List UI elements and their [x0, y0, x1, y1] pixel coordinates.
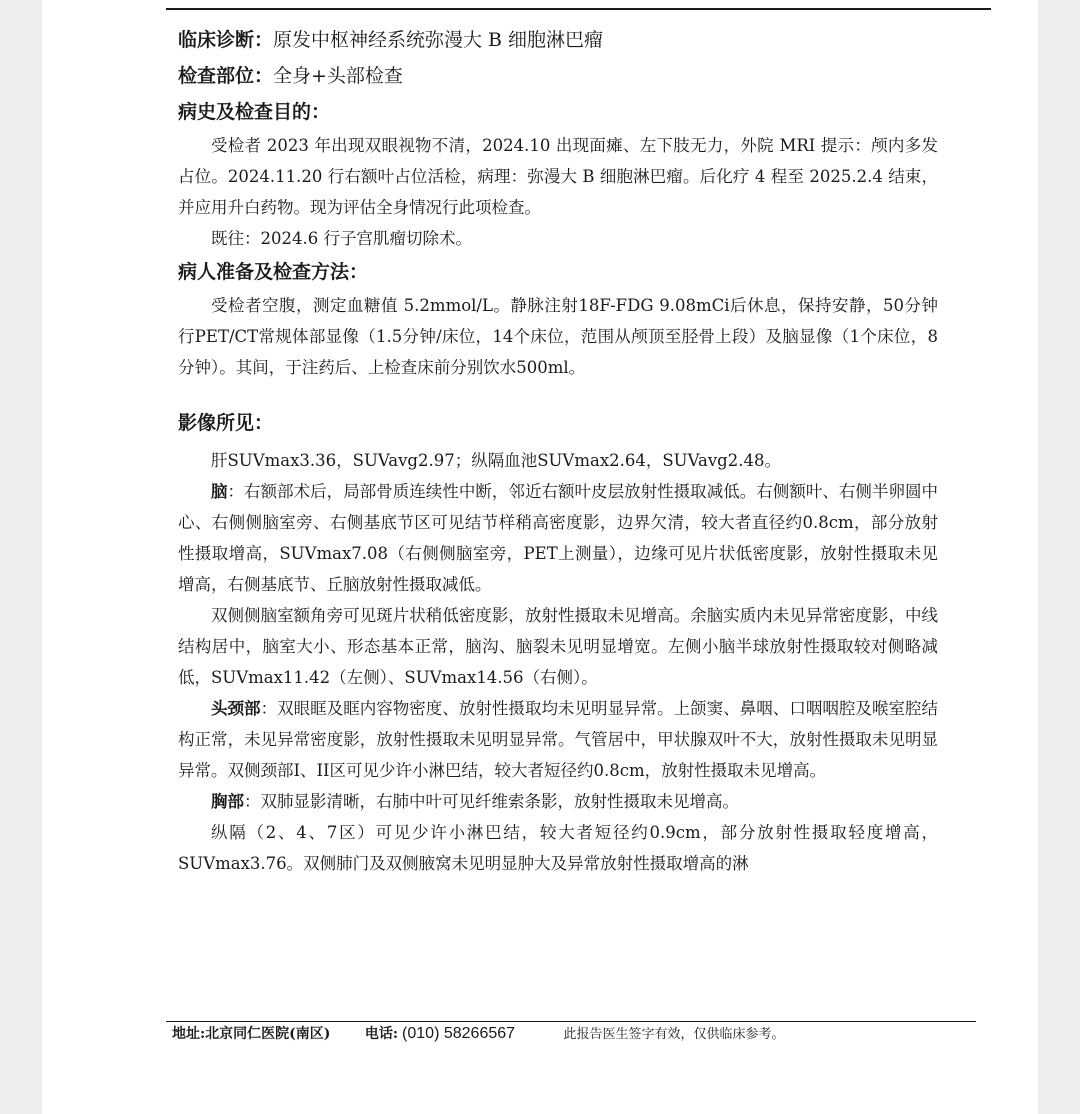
- report-content: [178, 22, 938, 879]
- mediastinum-paragraph: 纵隔（2、4、7区）可见少许小淋巴结，较大者短径约0.9cm，部分放射性摄取轻度增高，SUVmax3.76。双侧肺门及双侧腋窝未见明显肿大及异常放射性摄取增高的淋: [178, 823, 938, 873]
- exam-site-line: [178, 58, 938, 94]
- exam-site-value: 全身+头部检查: [273, 65, 403, 87]
- brain-paragraph: [178, 476, 938, 600]
- exam-site-label: 检查部位：: [178, 65, 274, 87]
- history-paragraph: 受检者 2023 年出现双眼视物不清，2024.10 出现面瘫、左下肢无力，外院 MRI 提示：颅内多发占位。2024.11.20 行右额叶占位活检，病理：弥漫大 B 细胞淋巴瘤。后化疗 4 程至 2025.2.4 结束，并应用升白药物。现为评估全身情况行此项检查。: [178, 136, 938, 217]
- head-neck-label: 头颈部: [211, 699, 261, 718]
- report-footer: [172, 1022, 982, 1047]
- chest-label: 胸部: [211, 792, 244, 811]
- method-heading: 病人准备及检查方法：: [178, 261, 369, 283]
- head-neck-text: ：双眼眶及眶内容物密度、放射性摄取均未见明显异常。上颌窦、鼻咽、口咽咽腔及喉室腔结构正常，未见异常密度影，放射性摄取未见明显异常。气管居中，甲状腺双叶不大，放射性摄取未见明显异常。双侧颈部I、II区可见少许小淋巴结，较大者短径约0.8cm，放射性摄取未见增高。: [178, 699, 939, 780]
- brain-paragraph-2: 双侧侧脑室额角旁可见斑片状稍低密度影，放射性摄取未见增高。余脑实质内未见异常密度影，中线结构居中，脑室大小、形态基本正常，脑沟、脑裂未见明显增宽。左侧小脑半球放射性摄取较对侧略减低，SUVmax11.42（左侧）、SUVmax14.56（右侧）。: [178, 606, 938, 687]
- chest-text: ：双肺显影清晰，右肺中叶可见纤维索条影，放射性摄取未见增高。: [244, 792, 739, 811]
- chest-paragraph: [178, 786, 938, 817]
- diagnosis-line: [178, 22, 938, 58]
- findings-summary-paragraph: 肝SUVmax3.36，SUVavg2.97；纵隔血池SUVmax2.64，SUVavg2.48。: [211, 451, 781, 470]
- footer-tel-number: (010) 58266567: [402, 1025, 516, 1042]
- diagnosis-value: 原发中枢神经系统弥漫大 B 细胞淋巴瘤: [273, 29, 604, 51]
- top-divider: [166, 8, 991, 10]
- diagnosis-label: 临床诊断：: [178, 29, 274, 51]
- head-neck-paragraph: [178, 693, 938, 786]
- history-heading: 病史及检查目的：: [178, 101, 331, 123]
- footer-note: 此报告医生签字有效，仅供临床参考。: [563, 1027, 785, 1042]
- findings-heading: 影像所见：: [178, 412, 274, 434]
- brain-label: 脑: [211, 482, 228, 501]
- method-paragraph: 受检者空腹，测定血糖值 5.2mmol/L。静脉注射18F-FDG 9.08mCi后休息，保持安静，50分钟行PET/CT常规体部显像（1.5分钟/床位，14个床位，范围从颅顶至胫骨上段）及脑显像（1个床位，8分钟）。其间，于注药后、上检查床前分别饮水500ml。: [178, 296, 938, 377]
- brain-text: ：右额部术后，局部骨质连续性中断，邻近右额叶皮层放射性摄取减低。右侧额叶、右侧半卵圆中心、右侧侧脑室旁、右侧基底节区可见结节样稍高密度影，边界欠清，较大者直径约0.8cm，部分放射性摄取增高，SUVmax7.08（右侧侧脑室旁，PET上测量），边缘可见片状低密度影，放射性摄取未见增高，右侧基底节、丘脑放射性摄取减低。: [178, 482, 939, 594]
- past-history-paragraph: 既往：2024.6 行子宫肌瘤切除术。: [211, 229, 472, 248]
- footer-tel-label: 电话:: [364, 1026, 399, 1042]
- footer-address: 地址:北京同仁医院(南区): [172, 1026, 331, 1042]
